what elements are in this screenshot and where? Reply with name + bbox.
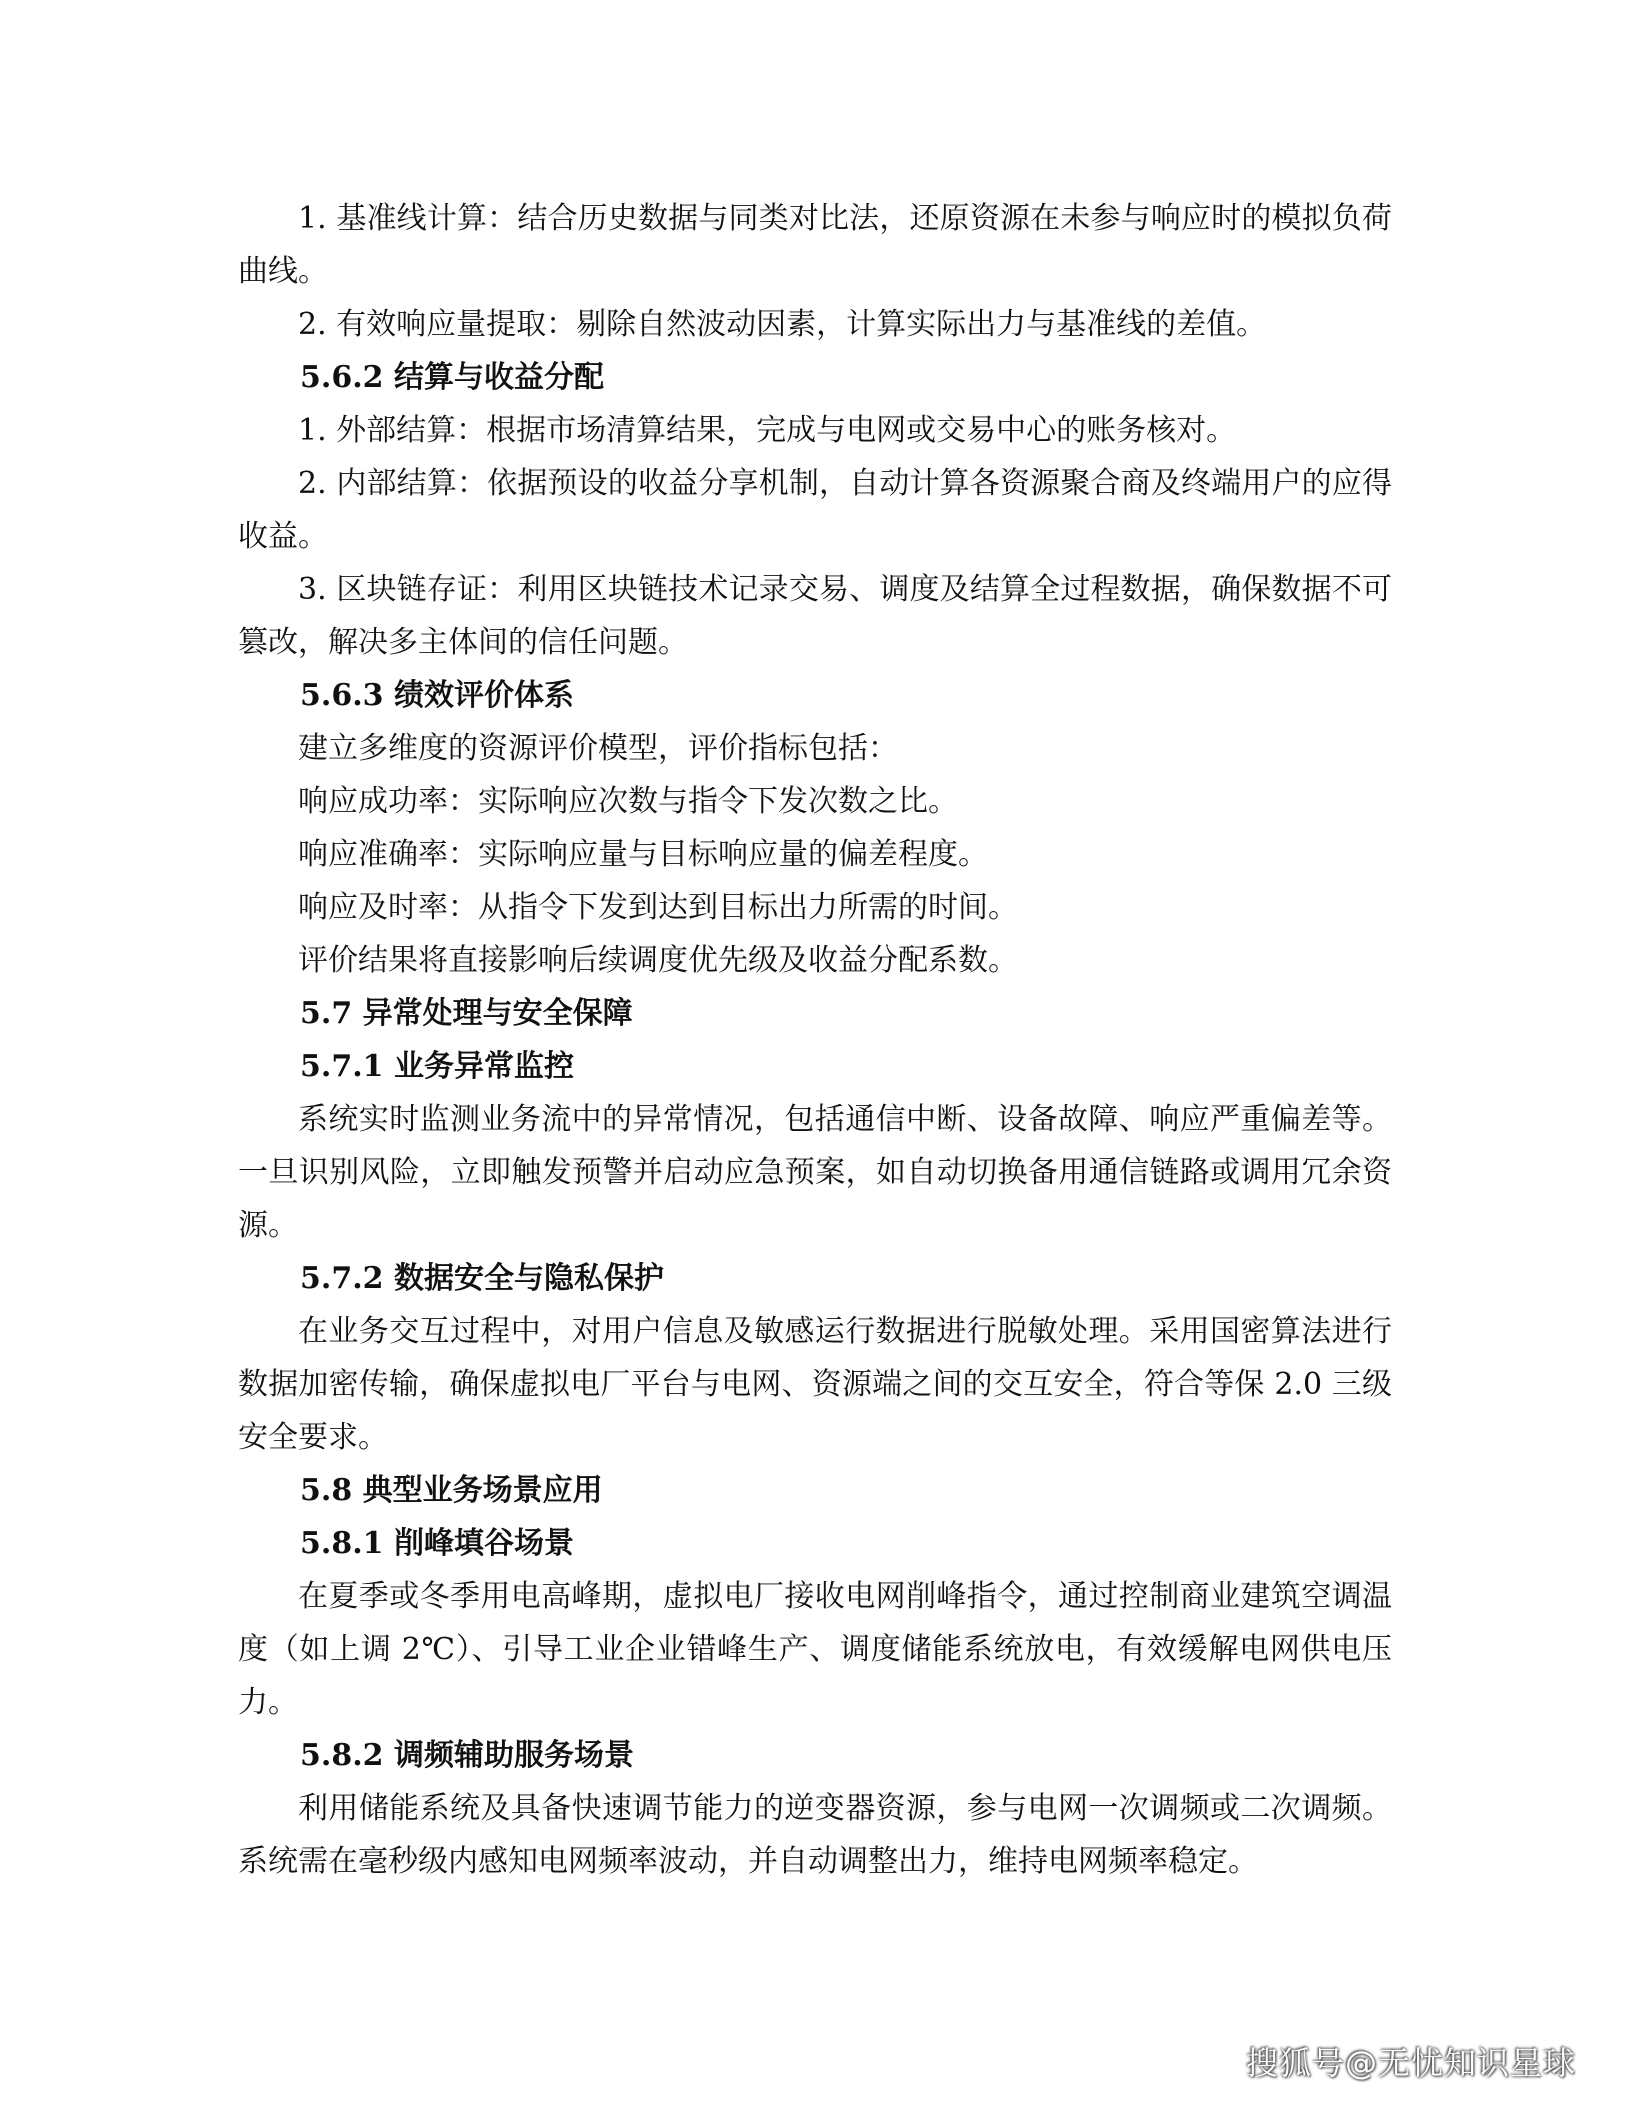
list-item: 3. 区块链存证：利用区块链技术记录交易、调度及结算全过程数据，确保数据不可篡改，解决多主体间的信任问题。: [238, 572, 1392, 660]
paragraph: 建立多维度的资源评价模型，评价指标包括：: [298, 731, 898, 766]
paragraph: 利用储能系统及具备快速调节能力的逆变器资源，参与电网一次调频或二次调频。系统需在毫秒级内感知电网频率波动，并自动调整出力，维持电网频率稳定。: [238, 1791, 1392, 1879]
section-heading: 5.7 异常处理与安全保障: [300, 996, 633, 1031]
section-heading: 5.8.2 调频辅助服务场景: [300, 1738, 634, 1773]
section-heading: 5.7.1 业务异常监控: [300, 1049, 574, 1084]
document-body: [238, 192, 1392, 1888]
list-item: 2. 有效响应量提取：剔除自然波动因素，计算实际出力与基准线的差值。: [298, 307, 1267, 342]
watermark: 搜狐号@无忧知识星球: [1245, 2044, 1576, 2082]
section-heading: 5.8.1 削峰填谷场景: [300, 1526, 574, 1561]
paragraph: 响应准确率：实际响应量与目标响应量的偏差程度。: [298, 837, 988, 872]
section-heading: 5.7.2 数据安全与隐私保护: [300, 1261, 664, 1296]
section-heading: 5.6.3 绩效评价体系: [300, 678, 574, 713]
paragraph: 响应成功率：实际响应次数与指令下发次数之比。: [298, 784, 958, 819]
paragraph: 在业务交互过程中，对用户信息及敏感运行数据进行脱敏处理。采用国密算法进行数据加密传输，确保虚拟电厂平台与电网、资源端之间的交互安全，符合等保 2.0 三级安全要求。: [238, 1314, 1392, 1455]
paragraph: 系统实时监测业务流中的异常情况，包括通信中断、设备故障、响应严重偏差等。一旦识别风险，立即触发预警并启动应急预案，如自动切换备用通信链路或调用冗余资源。: [238, 1102, 1392, 1243]
section-heading: 5.8 典型业务场景应用: [300, 1473, 603, 1508]
paragraph: 响应及时率：从指令下发到达到目标出力所需的时间。: [298, 890, 1018, 925]
paragraph: 评价结果将直接影响后续调度优先级及收益分配系数。: [298, 943, 1018, 978]
paragraph: 在夏季或冬季用电高峰期，虚拟电厂接收电网削峰指令，通过控制商业建筑空调温度（如上调 2℃）、引导工业企业错峰生产、调度储能系统放电，有效缓解电网供电压力。: [238, 1579, 1392, 1720]
list-item: 1. 基准线计算：结合历史数据与同类对比法，还原资源在未参与响应时的模拟负荷曲线。: [238, 201, 1392, 289]
section-heading: 5.6.2 结算与收益分配: [300, 360, 604, 395]
list-item: 2. 内部结算：依据预设的收益分享机制，自动计算各资源聚合商及终端用户的应得收益。: [238, 466, 1392, 554]
list-item: 1. 外部结算：根据市场清算结果，完成与电网或交易中心的账务核对。: [298, 413, 1237, 448]
